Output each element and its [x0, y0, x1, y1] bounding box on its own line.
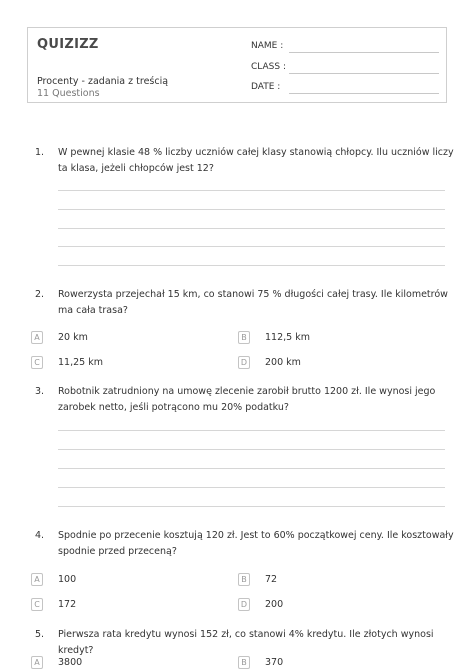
worksheet-title: Procenty - zadania z treścią [37, 76, 169, 87]
option-value: 112,5 km [265, 332, 310, 343]
question-text: Rowerzysta przejechał 15 km, co stanowi 75 % długości całej trasy. Ile kilometrów ma cała trasa? [58, 289, 448, 316]
answer-line[interactable] [58, 487, 445, 488]
question-number: 4. [35, 530, 45, 541]
answer-line[interactable] [58, 228, 445, 229]
answer-line[interactable] [58, 506, 445, 507]
option-value: 20 km [58, 332, 88, 343]
name-label: NAME : [251, 41, 284, 51]
answer-line[interactable] [58, 449, 445, 450]
question-text: W pewnej klasie 48 % liczby uczniów całej klasy stanowią chłopcy. Ilu uczniów liczy ta klasa, jeżeli chłopców jest 12? [58, 147, 454, 174]
answer-line[interactable] [58, 190, 445, 191]
class-label: CLASS : [251, 62, 286, 72]
option-value: 200 [265, 599, 284, 610]
option-value: 200 km [265, 357, 301, 368]
date-line[interactable] [289, 93, 439, 94]
option-letter-box: D [238, 598, 250, 611]
question-count: 11 Questions [37, 88, 100, 99]
answer-line[interactable] [58, 468, 445, 469]
option-value: 72 [265, 574, 278, 585]
option-letter-box: A [31, 656, 43, 669]
question-number: 1. [35, 147, 45, 158]
option-value: 100 [58, 574, 77, 585]
answer-line[interactable] [58, 209, 445, 210]
name-line[interactable] [289, 52, 439, 53]
option-letter-box: A [31, 331, 43, 344]
option-value: 11,25 km [58, 357, 103, 368]
option-letter-box: B [238, 331, 250, 344]
option-letter-box: B [238, 656, 250, 669]
question-text: Pierwsza rata kredytu wynosi 152 zł, co stanowi 4% kredytu. Ile złotych wynosi kredyt? [58, 629, 434, 656]
question-text: Spodnie po przecenie kosztują 120 zł. Jest to 60% początkowej ceny. Ile kosztowały spodnie przed przeceną? [58, 530, 454, 557]
option-value: 172 [58, 599, 77, 610]
answer-line[interactable] [58, 246, 445, 247]
date-label: DATE : [251, 82, 281, 92]
quizizz-logo: QUIZIZZ [37, 37, 99, 52]
option-letter-box: C [31, 598, 43, 611]
option-letter-box: B [238, 573, 250, 586]
option-letter-box: C [31, 356, 43, 369]
question-number: 2. [35, 289, 45, 300]
answer-line[interactable] [58, 430, 445, 431]
question-text: Robotnik zatrudniony na umowę zlecenie zarobił brutto 1200 zł. Ile wynosi jego zarobek netto, jeśli potrącono mu 20% podatku? [58, 386, 436, 413]
worksheet-header [27, 27, 447, 103]
question-number: 3. [35, 386, 45, 397]
option-letter-box: D [238, 356, 250, 369]
option-value: 3800 [58, 657, 83, 668]
option-letter-box: A [31, 573, 43, 586]
class-line[interactable] [289, 73, 439, 74]
question-number: 5. [35, 629, 45, 640]
option-value: 370 [265, 657, 284, 668]
answer-line[interactable] [58, 265, 445, 266]
